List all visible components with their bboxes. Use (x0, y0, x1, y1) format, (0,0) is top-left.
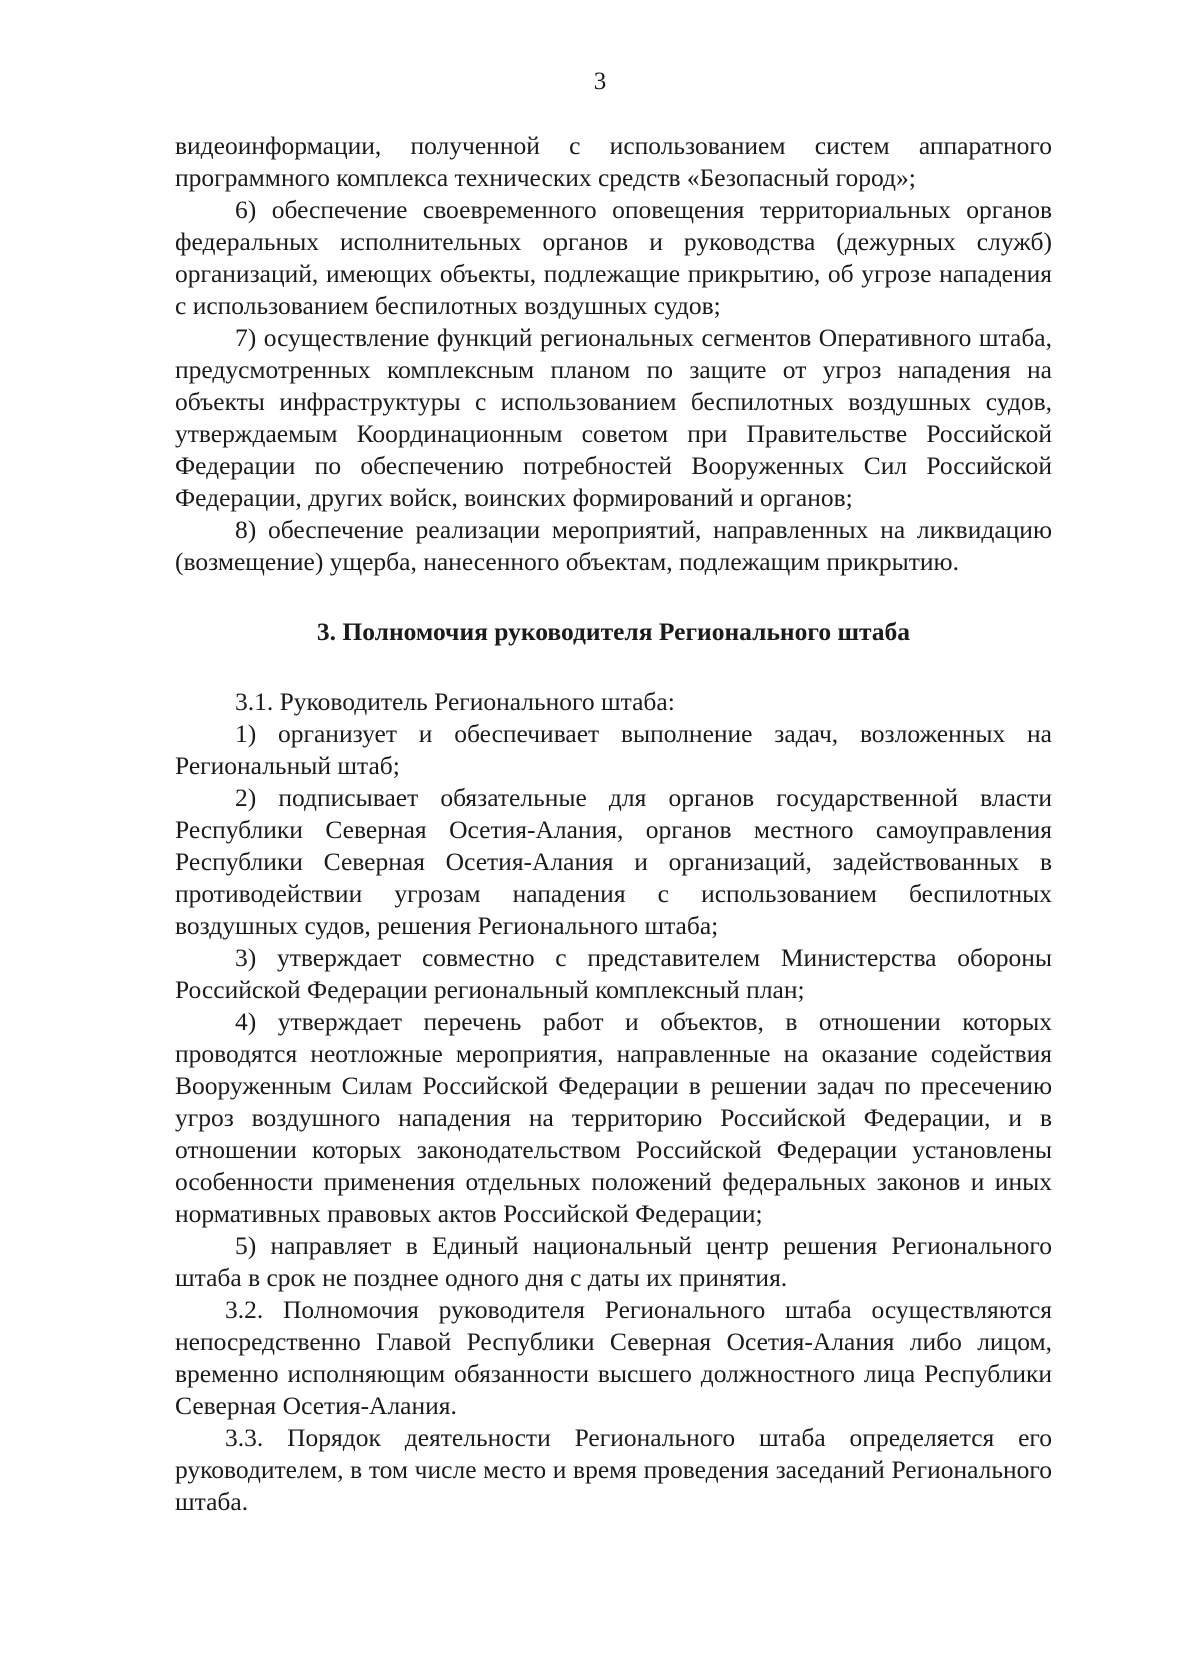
clause-3-1-item-4: 4) утверждает перечень работ и объектов, в отношении которых проводятся неотложные мероприятия, направленные на оказание содействия Вооруженным Силам Российской Федерации в решении задач по пресечению угроз воздушного нападения на территорию Российской Федерации, и в отношении которых законодательством Российской Федерации установлены особенности применения отдельных положений федеральных законов и иных нормативных правовых актов Российской Федерации; (175, 1007, 1052, 1228)
clause-3-1-item-2: 2) подписывает обязательные для органов государственной власти Республики Северная Осетия-Алания, органов местного самоуправления Республики Северная Осетия-Алания и организаций, задействованных в противодействии угрозам нападения с использованием беспилотных воздушных судов, решения Регионального штаба; (175, 783, 1052, 940)
clause-3-1-item-5: 5) направляет в Единый национальный центр решения Регионального штаба в срок не позднее одного дня с даты их принятия. (175, 1231, 1052, 1292)
clause-3-1-item-3: 3) утверждает совместно с представителем Министерства обороны Российской Федерации региональный комплексный план; (175, 943, 1052, 1004)
paragraph-continuation: видеоинформации, полученной с использованием систем аппаратного программного комплекса технических средств «Безопасный город»; (175, 131, 1052, 192)
clause-3-1-item-1: 1) организует и обеспечивает выполнение задач, возложенных на Региональный штаб; (175, 719, 1052, 780)
page-number: 3 (593, 68, 607, 95)
list-item-6: 6) обеспечение своевременного оповещения территориальных органов федеральных исполнительных органов и руководства (дежурных служб) организаций, имеющих объекты, подлежащие прикрытию, об угрозе нападения с использованием беспилотных воздушных судов; (175, 195, 1052, 320)
clause-3-3: 3.3. Порядок деятельности Регионального штаба определяется его руководителем, в том числе место и время проведения заседаний Регионального штаба. (175, 1423, 1052, 1516)
list-item-8: 8) обеспечение реализации мероприятий, направленных на ликвидацию (возмещение) ущерба, нанесенного объектам, подлежащим прикрытию. (175, 515, 1052, 576)
list-item-7: 7) осуществление функций региональных сегментов Оперативного штаба, предусмотренных комплексным планом по защите от угроз нападения на объекты инфраструктуры с использованием беспилотных воздушных судов, утверждаемым Координационным советом при Правительстве Российской Федерации по обеспечению потребностей Вооруженных Сил Российской Федерации, других войск, воинских формирований и органов; (175, 323, 1052, 512)
clause-3-1: 3.1. Руководитель Регионального штаба: (235, 687, 675, 716)
document-body (175, 130, 1052, 1518)
section-heading: 3. Полномочия руководителя Регионального штаба (316, 617, 911, 646)
clause-3-2: 3.2. Полномочия руководителя Регионального штаба осуществляются непосредственно Главой Республики Северная Осетия-Алания либо лицом, временно исполняющим обязанности высшего должностного лица Республики Северная Осетия-Алания. (175, 1295, 1052, 1420)
